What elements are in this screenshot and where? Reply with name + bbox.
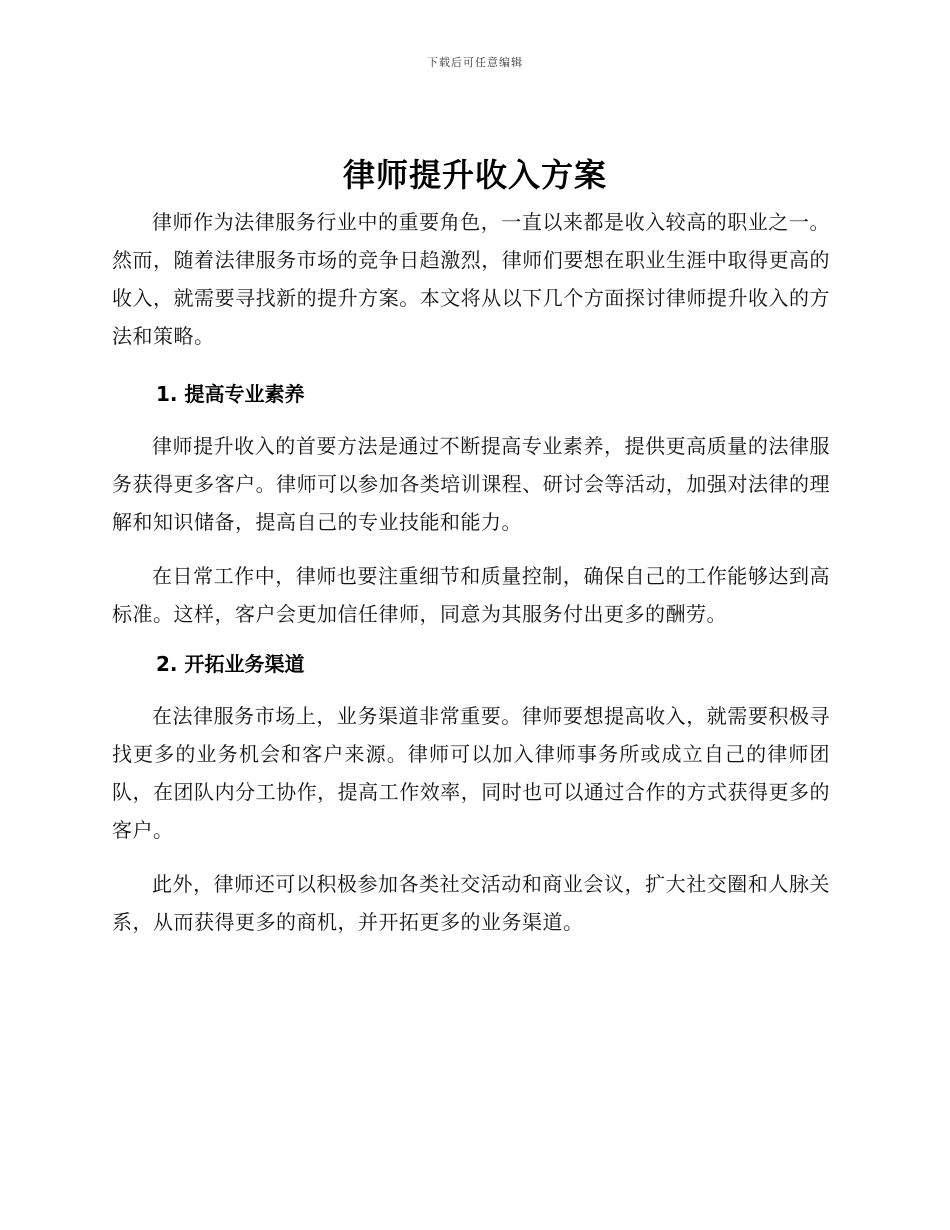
intro-paragraph: 律师作为法律服务行业中的重要角色，一直以来都是收入较高的职业之一。然而，随着法律服务市场的竞争日趋激烈，律师们要想在职业生涯中取得更高的收入，就需要寻找新的提升方案。本文将从以下几个方面探讨律师提升收入的方法和策略。 xyxy=(112,210,830,348)
section-2-paragraph-2: 此外，律师还可以积极参加各类社交活动和商业会议，扩大社交圈和人脉关系，从而获得更多的商机，并开拓更多的业务渠道。 xyxy=(112,872,830,934)
section-heading-2: 2. 开拓业务渠道 xyxy=(156,652,305,676)
section-1-paragraph-2: 在日常工作中，律师也要注重细节和质量控制，确保自己的工作能够达到高标准。这样，客户会更加信任律师，同意为其服务付出更多的酬劳。 xyxy=(112,564,830,626)
page-title: 律师提升收入方案 xyxy=(342,156,607,194)
header-note: 下载后可任意编辑 xyxy=(427,56,523,69)
document-body xyxy=(112,203,830,941)
section-2-paragraph-1: 在法律服务市场上，业务渠道非常重要。律师要想提高收入，就需要积极寻找更多的业务机会和客户来源。律师可以加入律师事务所或成立自己的律师团队，在团队内分工协作，提高工作效率，同时也可以通过合作的方式获得更多的客户。 xyxy=(112,704,830,842)
section-heading-1: 1. 提高专业素养 xyxy=(156,382,305,406)
section-1-paragraph-1: 律师提升收入的首要方法是通过不断提高专业素养，提供更高质量的法律服务获得更多客户。律师可以参加各类培训课程、研讨会等活动，加强对法律的理解和知识储备，提高自己的专业技能和能力。 xyxy=(112,434,830,534)
